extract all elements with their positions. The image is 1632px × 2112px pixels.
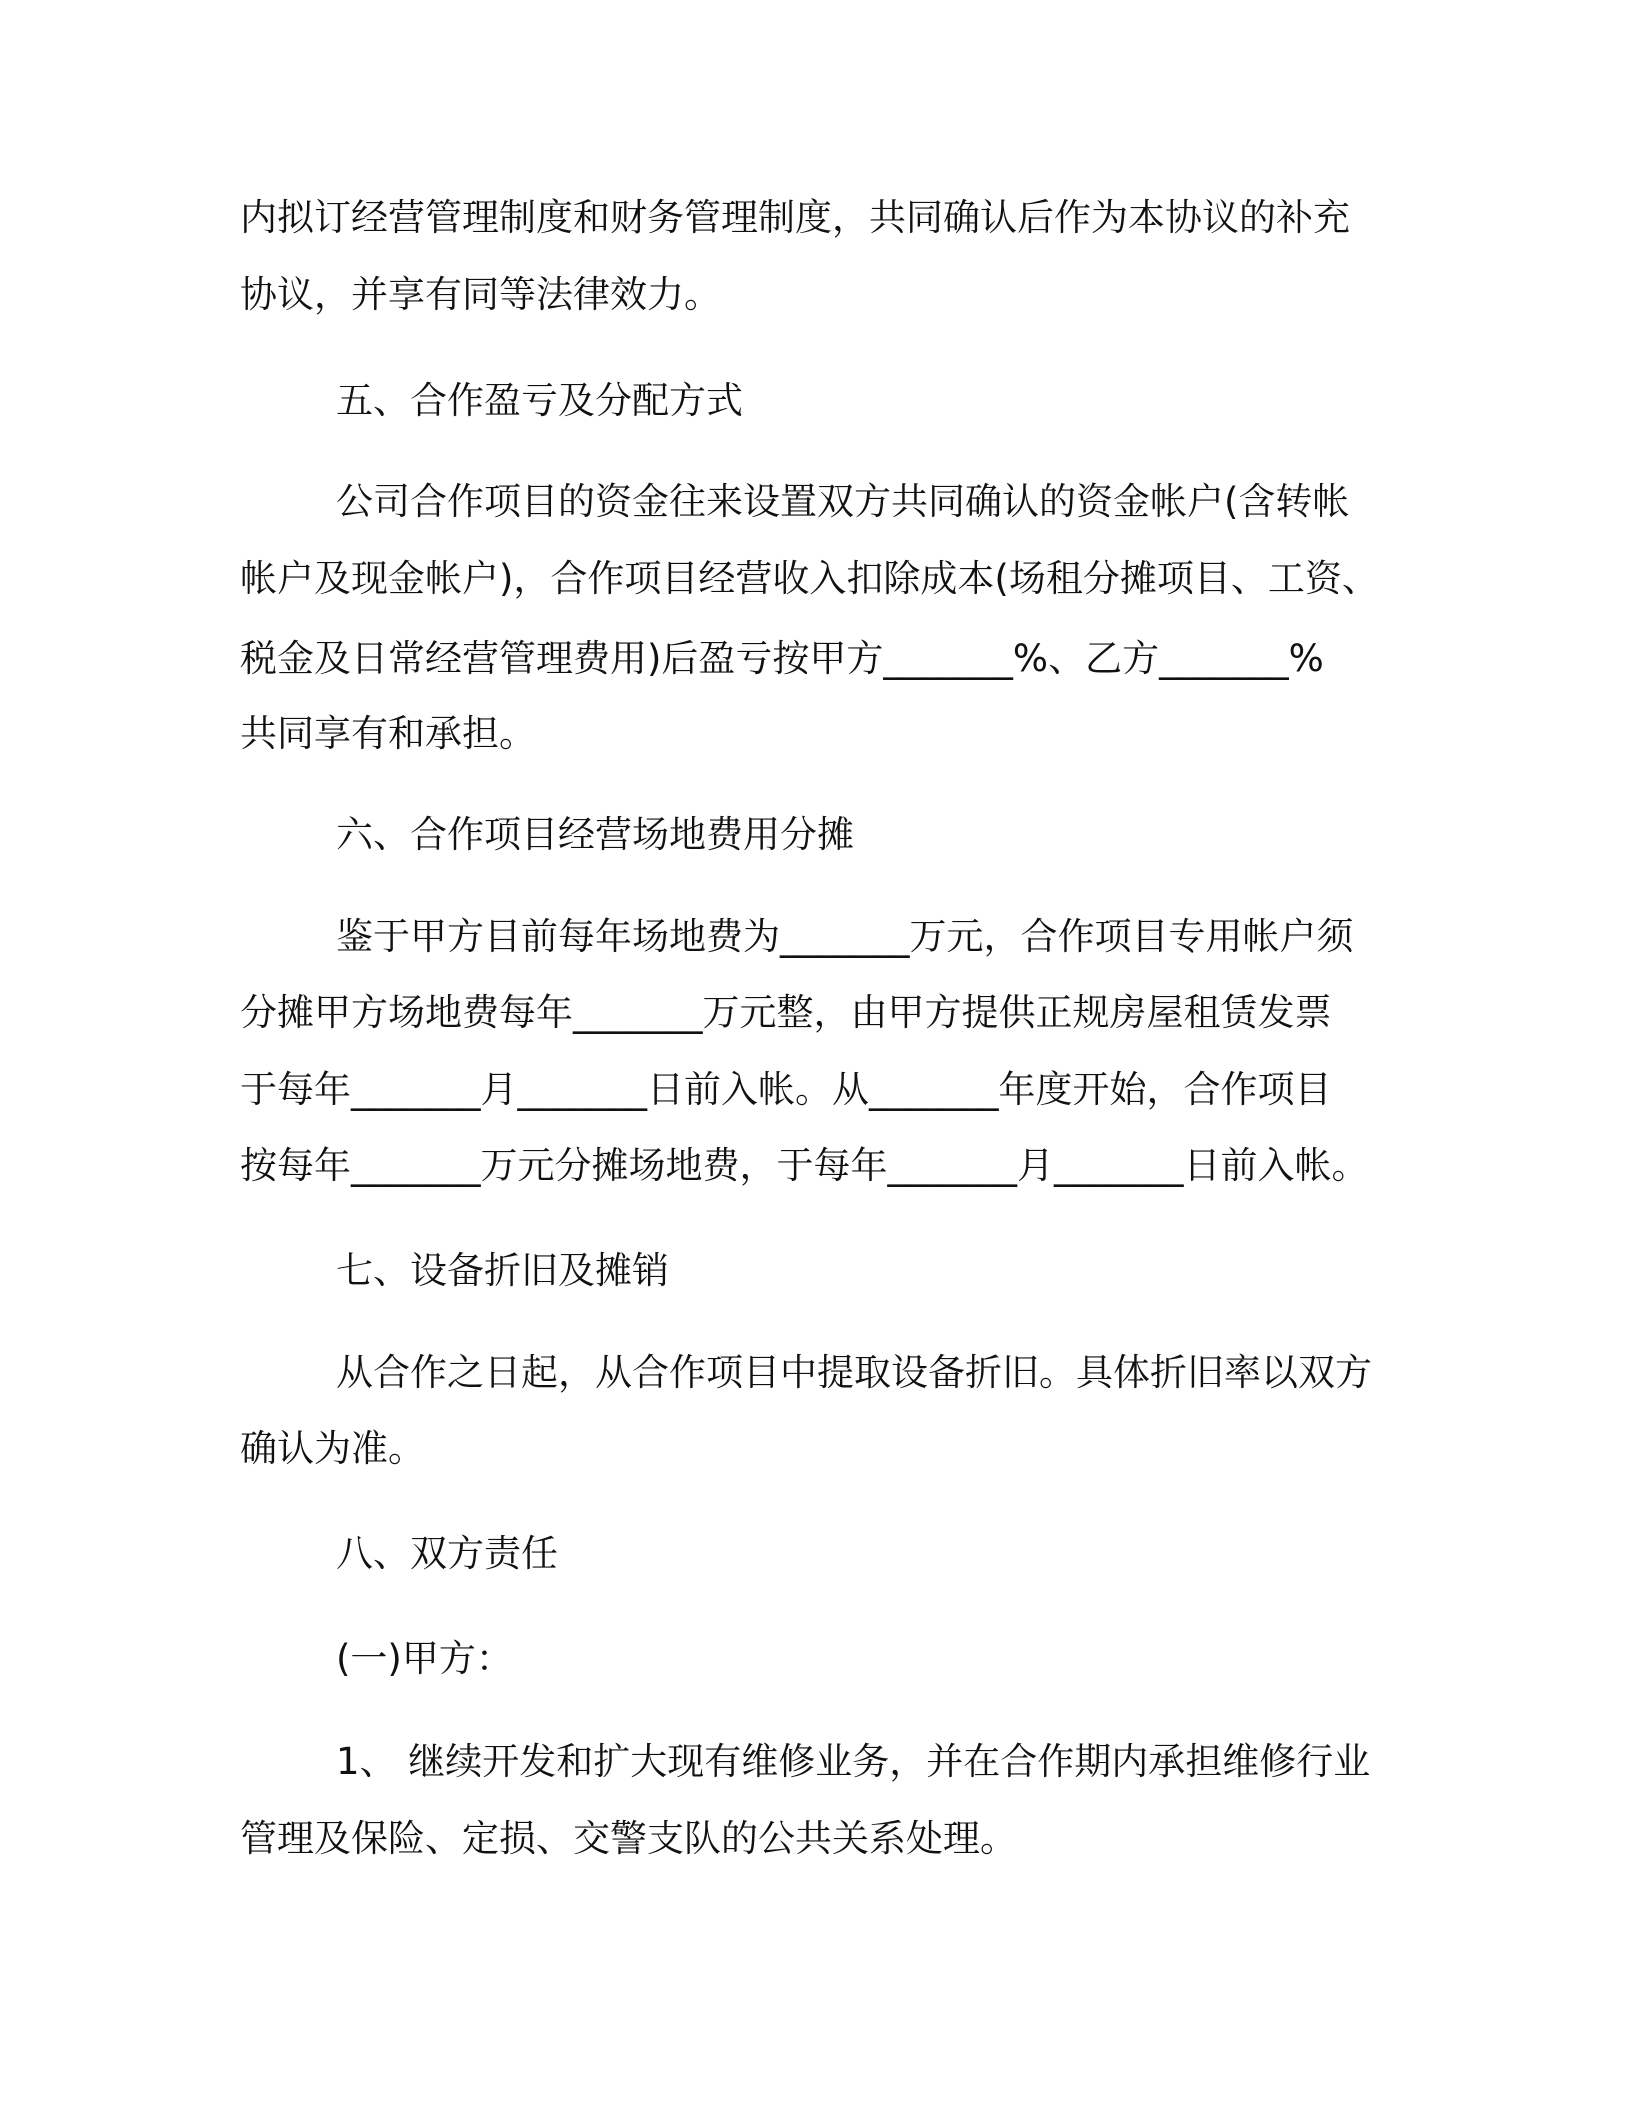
paragraph-line: 税金及日常经营管理费用)后盈亏按甲方_______%、乙方_______% <box>240 637 1324 680</box>
section-heading: 七、设备折旧及摊销 <box>336 1249 669 1292</box>
section-heading: 八、双方责任 <box>336 1532 558 1575</box>
paragraph-line: 1、 继续开发和扩大现有维修业务，并在合作期内承担维修行业 <box>336 1740 1371 1783</box>
paragraph-line: 共同享有和承担。 <box>240 712 536 755</box>
paragraph-line: 按每年_______万元分摊场地费，于每年_______月_______日前入帐。 <box>240 1144 1369 1187</box>
paragraph-line: 于每年_______月_______日前入帐。从_______年度开始，合作项目 <box>240 1068 1332 1111</box>
subsection-heading: (一)甲方： <box>336 1637 513 1680</box>
paragraph-line: 从合作之日起，从合作项目中提取设备折旧。具体折旧率以双方 <box>336 1351 1372 1394</box>
section-heading: 六、合作项目经营场地费用分摊 <box>336 813 854 856</box>
paragraph-line: 协议，并享有同等法律效力。 <box>240 273 721 316</box>
paragraph-line: 内拟订经营管理制度和财务管理制度，共同确认后作为本协议的补充 <box>240 196 1350 239</box>
paragraph-line: 帐户及现金帐户)，合作项目经营收入扣除成本(场租分摊项目、工资、 <box>240 557 1379 600</box>
paragraph-line: 分摊甲方场地费每年_______万元整，由甲方提供正规房屋租赁发票 <box>240 991 1332 1034</box>
paragraph-line: 管理及保险、定损、交警支队的公共关系处理。 <box>240 1817 1017 1860</box>
paragraph-line: 鉴于甲方目前每年场地费为_______万元，合作项目专用帐户须 <box>336 915 1354 958</box>
section-heading: 五、合作盈亏及分配方式 <box>336 379 743 422</box>
paragraph-line: 公司合作项目的资金往来设置双方共同确认的资金帐户(含转帐 <box>336 480 1350 523</box>
paragraph-line: 确认为准。 <box>240 1427 425 1470</box>
